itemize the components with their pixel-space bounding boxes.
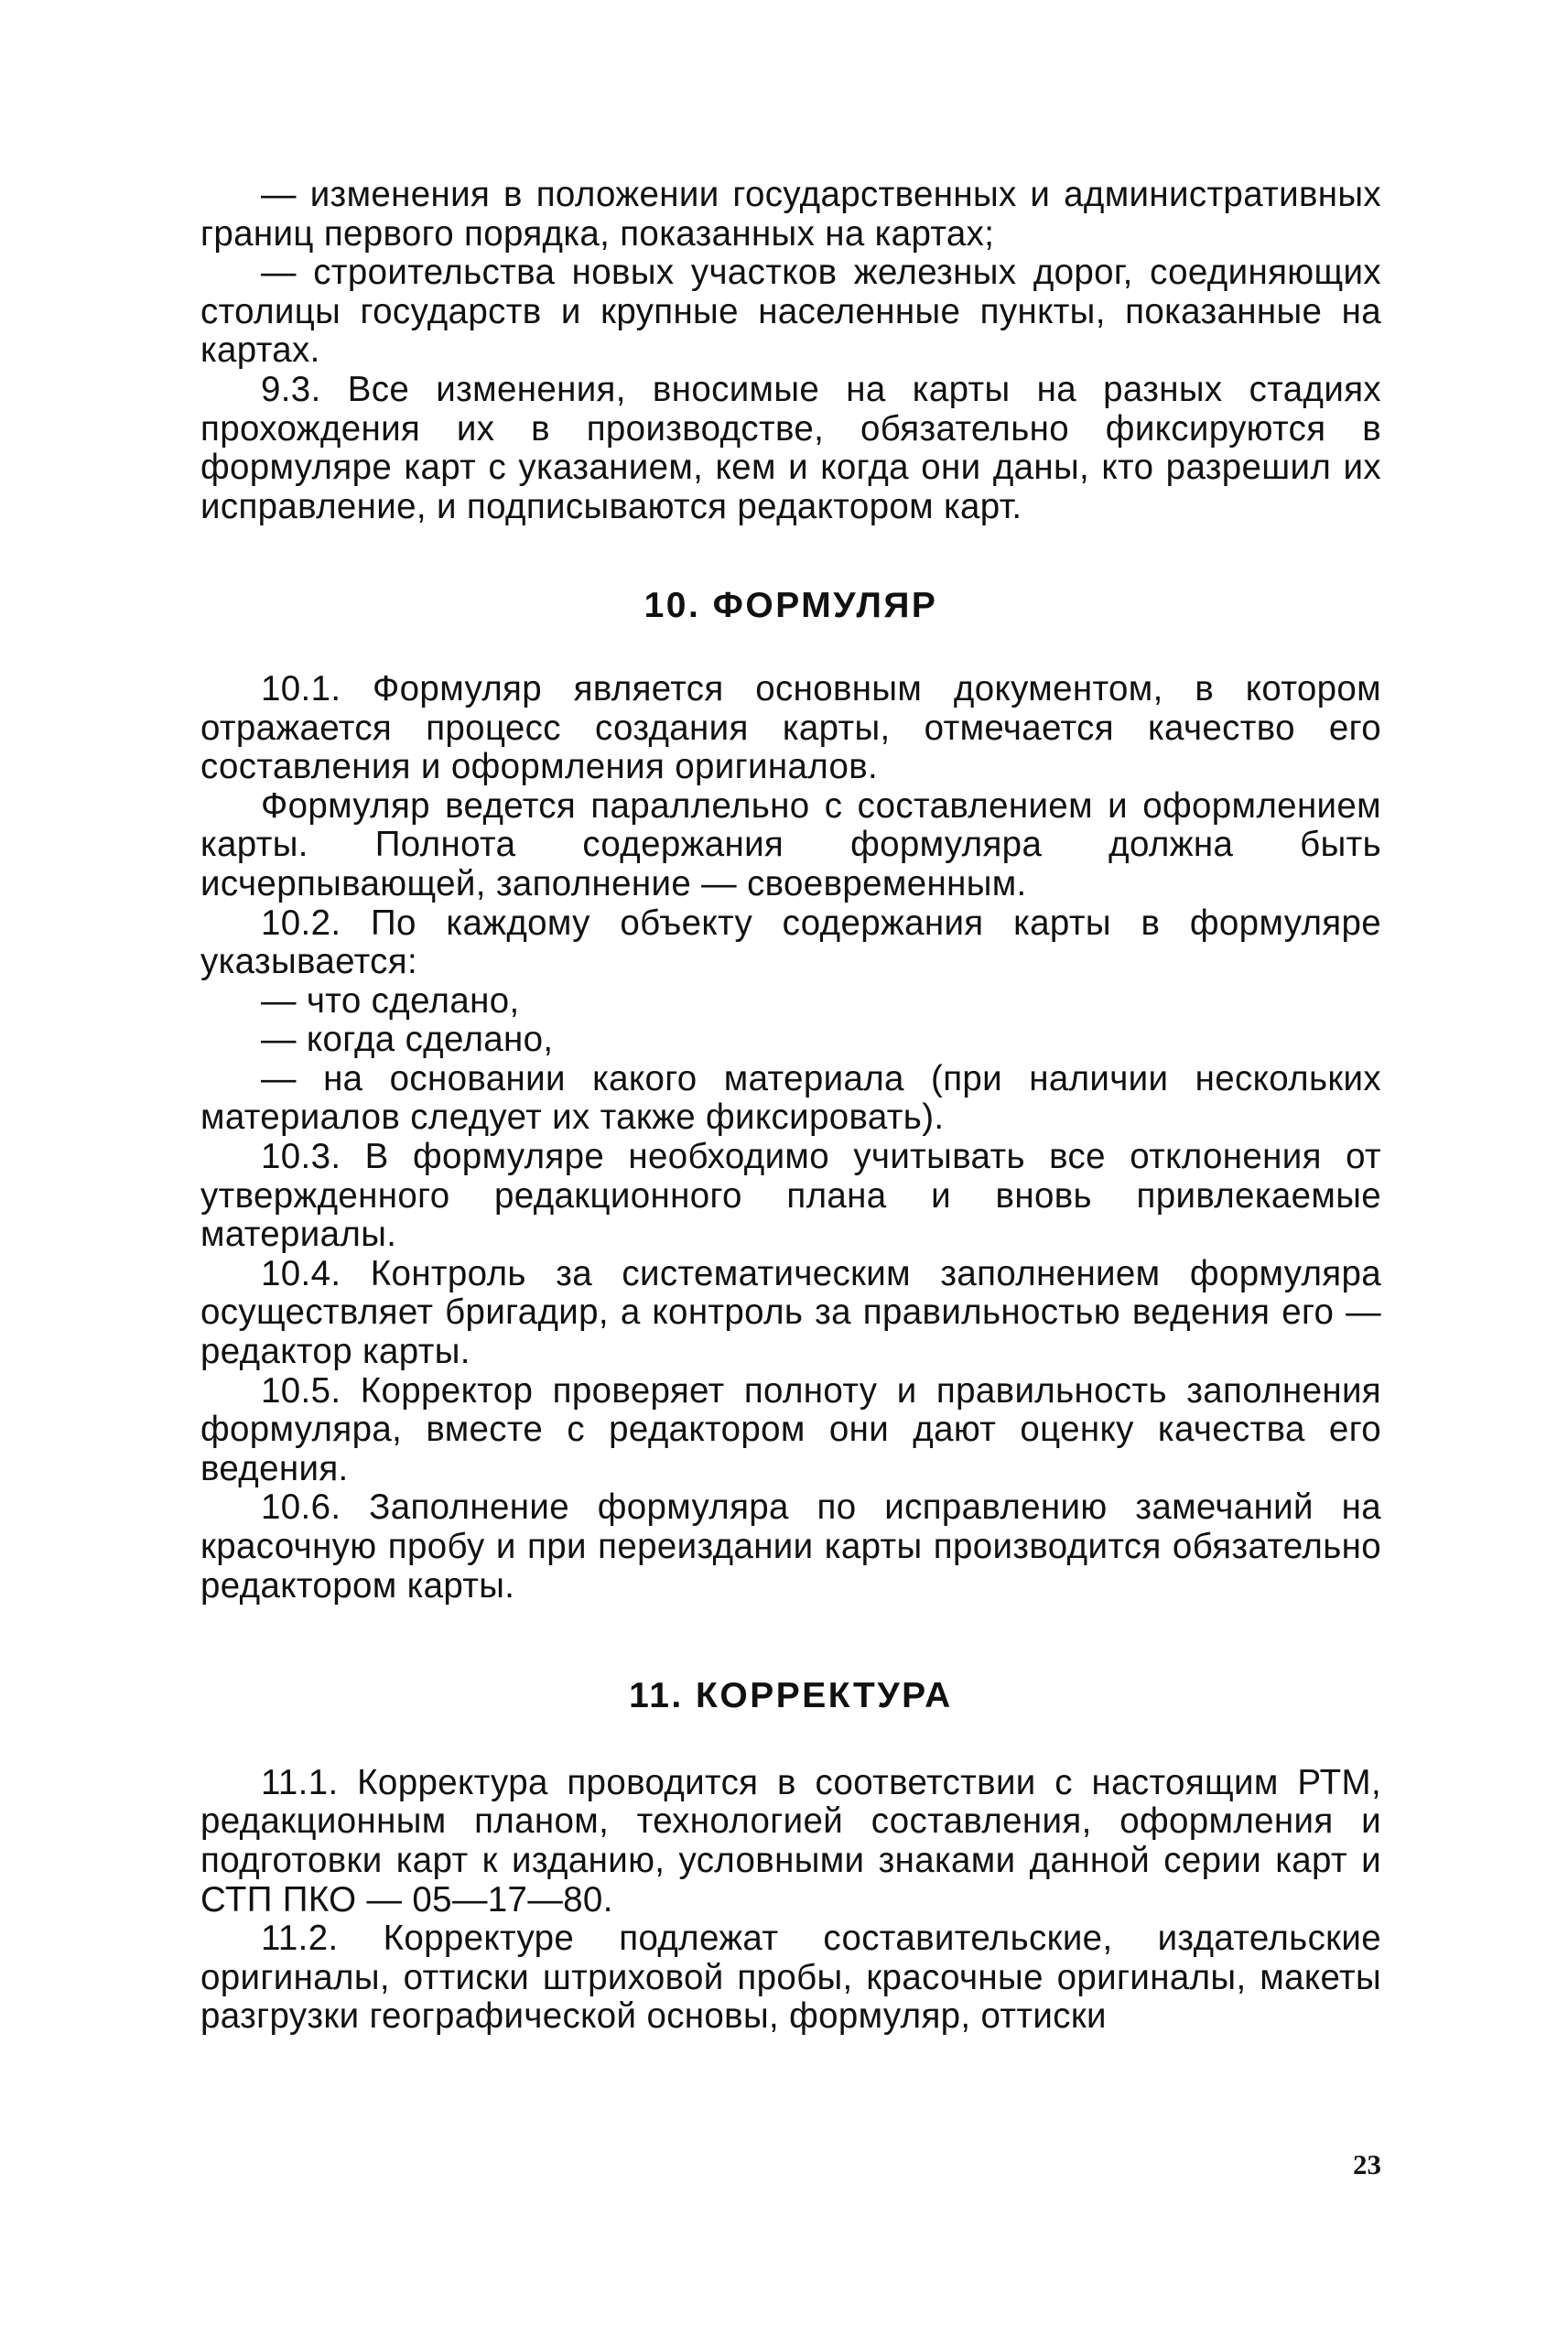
paragraph-9-3: 9.3. Все изменения, вносимые на карты на разных стадиях прохождения их в производстве, обязательно фиксируются в формуляре карт с указанием, кем и когда они даны, кто разрешил их исправление, и подписываются редактором карт. [200,369,1381,526]
paragraph-11-1: 11.1. Корректура проводится в соответствии с настоящим РТМ, редакционным планом, технологией составления, оформления и подготовки карт к изданию, условными знаками данной серии карт и СТП ПКО — 05—17—80. [200,1762,1381,1919]
list-item-what-done: — что сделано, [261,980,520,1021]
list-item-source-material: — на основании какого материала (при наличии нескольких материалов следует их также фиксировать). [200,1058,1381,1138]
paragraph-11-2: 11.2. Корректуре подлежат составительские, издательские оригиналы, оттиски штриховой пробы, красочные оригиналы, макеты разгрузки географической основы, формуляр, оттиски [200,1919,1381,2037]
text-column [200,176,1381,2037]
paragraph-railway-construction: — строительства новых участков железных дорог, соединяющих столицы государств и крупные населенные пункты, показанные на картах. [200,253,1381,371]
paragraph-boundaries-change: — изменения в положении государственных и административных границ первого порядка, показанных на картах; [200,175,1381,254]
list-item-when-done: — когда сделано, [261,1020,554,1060]
page-number: 23 [1353,2148,1381,2180]
paragraph-10-6: 10.6. Заполнение формуляра по исправлению замечаний на красочную пробу и при переиздании карты производится обязательно редактором карты. [200,1487,1381,1606]
paragraph-10-3: 10.3. В формуляре необходимо учитывать все отклонения от утвержденного редакционного плана и вновь привлекаемые материалы. [200,1137,1381,1255]
paragraph-10-1-continued: Формуляр ведется параллельно с составлением и оформлением карты. Полнота содержания формуляра должна быть исчерпывающей, заполнение — своевременным. [200,785,1381,903]
paragraph-10-1: 10.1. Формуляр является основным документом, в котором отражается процесс создания карты, отмечается качество его составления и оформления оригиналов. [200,668,1381,787]
paragraph-10-5: 10.5. Корректор проверяет полноту и правильность заполнения формуляра, вместе с редактором они дают оценку качества его ведения. [200,1370,1381,1488]
section-10-title: 10. ФОРМУЛЯР [643,586,938,626]
paragraph-10-4: 10.4. Контроль за систематическим заполнением формуляра осуществляет бригадир, а контроль за правильностью ведения его — редактор карты. [200,1253,1381,1372]
paragraph-10-2: 10.2. По каждому объекту содержания карты в формуляре указывается: [200,903,1381,982]
section-11-title: 11. КОРРЕКТУРА [629,1676,953,1716]
